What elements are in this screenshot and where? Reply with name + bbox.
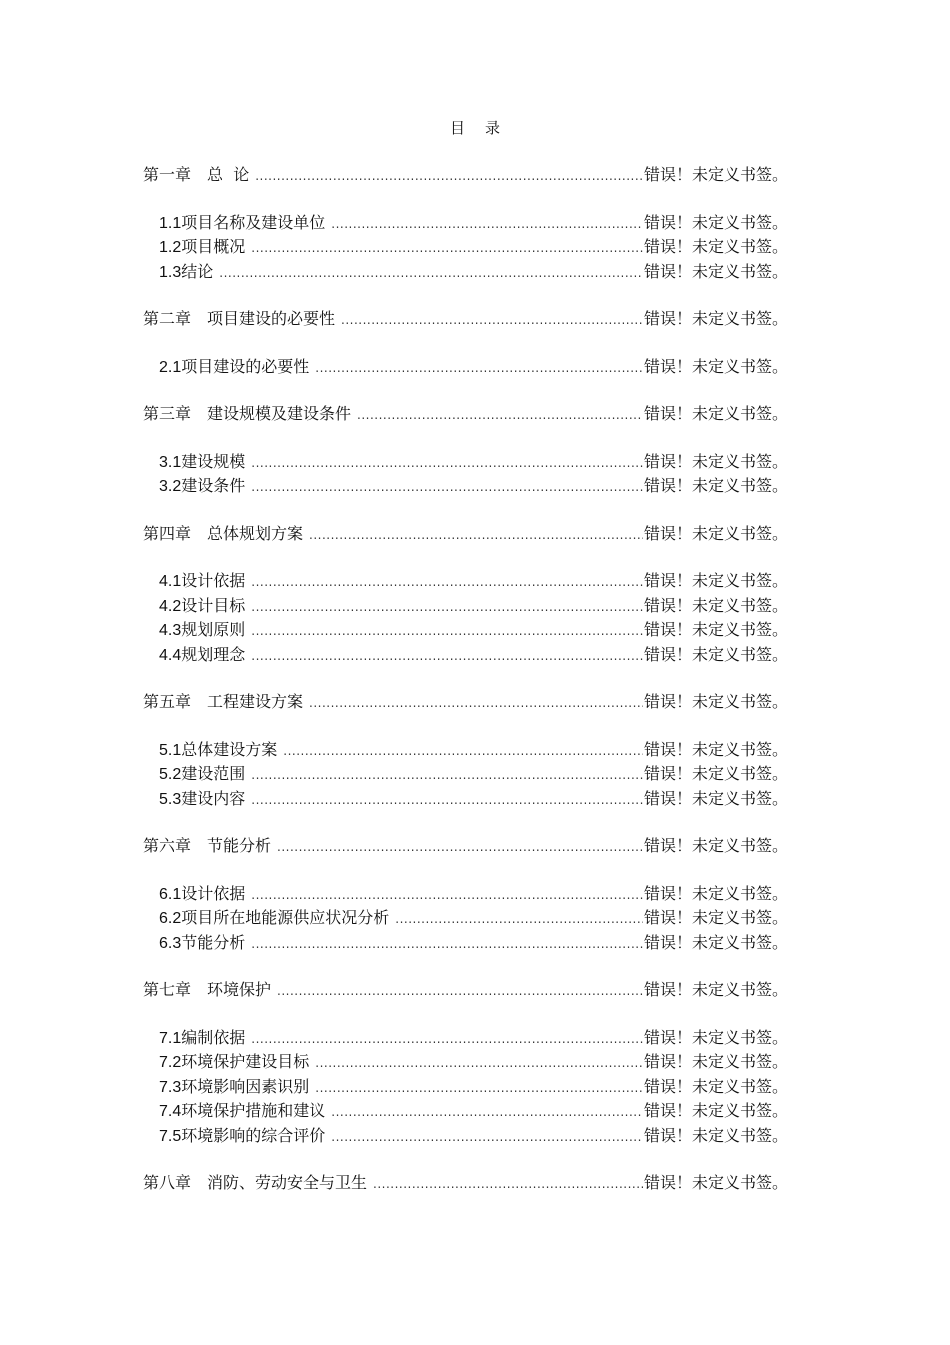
entry-title: 项目建设的必要性 [207, 309, 336, 328]
page-reference: 错误！未定义书签。 [643, 836, 788, 855]
toc-section-entry[interactable] [143, 931, 788, 956]
entry-title: 规划理念 [181, 644, 246, 664]
page-reference: 错误！未定义书签。 [643, 356, 788, 376]
entry-title: 项目名称及建设单位 [181, 212, 326, 232]
section-number: 3.1 [159, 453, 182, 471]
dot-leader [277, 835, 643, 860]
toc-chapter-entry[interactable] [143, 402, 788, 427]
dot-leader [357, 403, 643, 428]
page-reference: 错误！未定义书签。 [643, 1076, 788, 1096]
toc-chapter-entry[interactable] [143, 522, 788, 547]
page-reference: 错误！未定义书签。 [643, 451, 788, 471]
entry-title: 消防、劳动安全与卫生 [207, 1173, 368, 1192]
page-reference: 错误！未定义书签。 [643, 165, 788, 184]
toc-section-entry[interactable] [143, 882, 788, 907]
dot-leader [251, 788, 643, 813]
page-reference: 错误！未定义书签。 [643, 1173, 788, 1192]
page-reference: 错误！未定义书签。 [643, 932, 788, 952]
toc-section-entry[interactable] [143, 643, 788, 668]
section-number: 5.2 [159, 766, 182, 783]
dot-leader [341, 308, 643, 333]
toc-chapter-entry[interactable] [143, 163, 788, 188]
entry-title: 设计依据 [181, 883, 246, 903]
dot-leader [251, 1027, 643, 1052]
entry-title: 环境保护措施和建议 [181, 1101, 326, 1120]
page-reference: 错误！未定义书签。 [643, 1125, 788, 1145]
dot-leader [315, 1051, 643, 1076]
dot-leader [251, 236, 643, 261]
chapter-number: 第七章 [143, 980, 192, 999]
section-number: 7.3 [159, 1078, 182, 1096]
section-number: 4.1 [159, 573, 182, 590]
page-reference: 错误！未定义书签。 [643, 212, 788, 232]
dot-leader [373, 1172, 643, 1197]
page-reference: 错误！未定义书签。 [643, 644, 788, 664]
page-reference: 错误！未定义书签。 [643, 1027, 788, 1047]
section-number: 6.3 [159, 934, 182, 952]
page-reference: 错误！未定义书签。 [643, 1101, 788, 1120]
page-reference: 错误！未定义书签。 [643, 883, 788, 903]
dot-leader [315, 356, 643, 381]
dot-leader [251, 644, 643, 669]
section-number: 4.3 [159, 622, 182, 639]
toc-section-entry[interactable] [143, 355, 788, 380]
page-reference: 错误！未定义书签。 [643, 788, 788, 808]
toc-title [0, 117, 950, 138]
entry-title: 编制依据 [181, 1027, 246, 1047]
chapter-number: 第三章 [143, 404, 192, 423]
entry-title: 项目建设的必要性 [181, 356, 310, 376]
toc-section-entry[interactable] [143, 1099, 788, 1124]
toc-title-char-1: 目 [449, 119, 465, 137]
page-reference: 错误！未定义书签。 [643, 476, 788, 495]
page-reference: 错误！未定义书签。 [643, 595, 788, 615]
page-reference: 错误！未定义书签。 [643, 692, 788, 711]
page-reference: 错误！未定义书签。 [643, 523, 788, 543]
dot-leader [395, 907, 643, 932]
entry-title: 节能分析 [181, 932, 246, 952]
page-reference: 错误！未定义书签。 [643, 237, 788, 256]
section-number: 4.4 [159, 646, 182, 664]
page-reference: 错误！未定义书签。 [643, 261, 788, 281]
entry-title: 工程建设方案 [207, 692, 304, 711]
page-reference: 错误！未定义书签。 [643, 1052, 788, 1071]
table-of-contents [143, 163, 788, 1196]
section-number: 5.1 [159, 741, 182, 759]
entry-title: 建设规模 [181, 451, 246, 471]
section-number: 7.2 [159, 1054, 182, 1071]
toc-section-entry[interactable] [143, 260, 788, 285]
toc-section-entry[interactable] [143, 906, 788, 931]
entry-title: 总 论 [207, 165, 250, 184]
toc-section-entry[interactable] [143, 738, 788, 763]
section-number: 2.1 [159, 358, 182, 376]
chapter-number: 第四章 [143, 523, 192, 543]
entry-title: 建设内容 [181, 788, 246, 808]
page-reference: 错误！未定义书签。 [643, 309, 788, 328]
entry-title: 环境影响的综合评价 [181, 1125, 326, 1145]
dot-leader [331, 1125, 643, 1150]
entry-title: 环境保护建设目标 [181, 1052, 310, 1071]
page-reference: 错误！未定义书签。 [643, 404, 788, 423]
chapter-number: 第五章 [143, 692, 192, 711]
entry-title: 节能分析 [207, 836, 272, 855]
dot-leader [251, 570, 643, 595]
dot-leader [251, 763, 643, 788]
section-number: 6.1 [159, 885, 182, 903]
dot-leader [251, 932, 643, 957]
dot-leader [283, 739, 643, 764]
toc-section-entry[interactable] [143, 569, 788, 594]
entry-title: 设计目标 [181, 595, 246, 615]
section-number: 4.2 [159, 597, 182, 615]
page-reference: 错误！未定义书签。 [643, 764, 788, 783]
chapter-number: 第八章 [143, 1173, 192, 1192]
entry-title: 总体规划方案 [207, 523, 304, 543]
page-reference: 错误！未定义书签。 [643, 908, 788, 927]
dot-leader [255, 164, 643, 189]
dot-leader [277, 979, 643, 1004]
chapter-number: 第六章 [143, 836, 192, 855]
section-number: 7.1 [159, 1029, 182, 1047]
toc-chapter-entry[interactable] [143, 690, 788, 715]
toc-section-entry[interactable] [143, 618, 788, 643]
page-reference: 错误！未定义书签。 [643, 980, 788, 999]
entry-title: 设计依据 [181, 571, 246, 590]
toc-title-char-2: 录 [485, 119, 501, 137]
page-reference: 错误！未定义书签。 [643, 571, 788, 590]
section-number: 1.2 [159, 239, 182, 256]
toc-section-entry[interactable] [143, 235, 788, 260]
dot-leader [331, 1100, 643, 1125]
toc-section-entry[interactable] [143, 474, 788, 499]
section-number: 6.2 [159, 910, 182, 927]
section-number: 7.4 [159, 1103, 182, 1120]
entry-title: 建设条件 [181, 476, 246, 495]
entry-title: 环境保护 [207, 980, 272, 999]
dot-leader [309, 523, 643, 548]
toc-section-entry[interactable] [143, 594, 788, 619]
section-number: 1.1 [159, 214, 182, 232]
dot-leader [331, 212, 643, 237]
toc-section-entry[interactable] [143, 1124, 788, 1149]
toc-chapter-entry[interactable] [143, 978, 788, 1003]
dot-leader [315, 1076, 643, 1101]
toc-section-entry[interactable] [143, 450, 788, 475]
entry-title: 结论 [181, 261, 214, 281]
entry-title: 项目所在地能源供应状况分析 [181, 908, 390, 927]
toc-section-entry[interactable] [143, 1026, 788, 1051]
toc-chapter-entry[interactable] [143, 307, 788, 332]
page-reference: 错误！未定义书签。 [643, 739, 788, 759]
toc-section-entry[interactable] [143, 1075, 788, 1100]
section-number: 1.3 [159, 263, 182, 281]
entry-title: 环境影响因素识别 [181, 1076, 310, 1096]
toc-chapter-entry[interactable] [143, 1171, 788, 1196]
entry-title: 项目概况 [181, 237, 246, 256]
chapter-number: 第一章 [143, 165, 192, 184]
dot-leader [309, 691, 643, 716]
section-number: 5.3 [159, 790, 182, 808]
dot-leader [251, 595, 643, 620]
toc-section-entry[interactable] [143, 211, 788, 236]
entry-title: 规划原则 [181, 620, 246, 639]
dot-leader [251, 475, 643, 500]
dot-leader [251, 451, 643, 476]
section-number: 3.2 [159, 478, 182, 495]
page-reference: 错误！未定义书签。 [643, 620, 788, 639]
chapter-number: 第二章 [143, 309, 192, 328]
dot-leader [219, 261, 643, 286]
toc-section-entry[interactable] [143, 1050, 788, 1075]
entry-title: 建设范围 [181, 764, 246, 783]
entry-title: 总体建设方案 [181, 739, 278, 759]
toc-section-entry[interactable] [143, 762, 788, 787]
section-number: 7.5 [159, 1127, 182, 1145]
dot-leader [251, 883, 643, 908]
entry-title: 建设规模及建设条件 [207, 404, 352, 423]
toc-chapter-entry[interactable] [143, 834, 788, 859]
toc-section-entry[interactable] [143, 787, 788, 812]
dot-leader [251, 619, 643, 644]
